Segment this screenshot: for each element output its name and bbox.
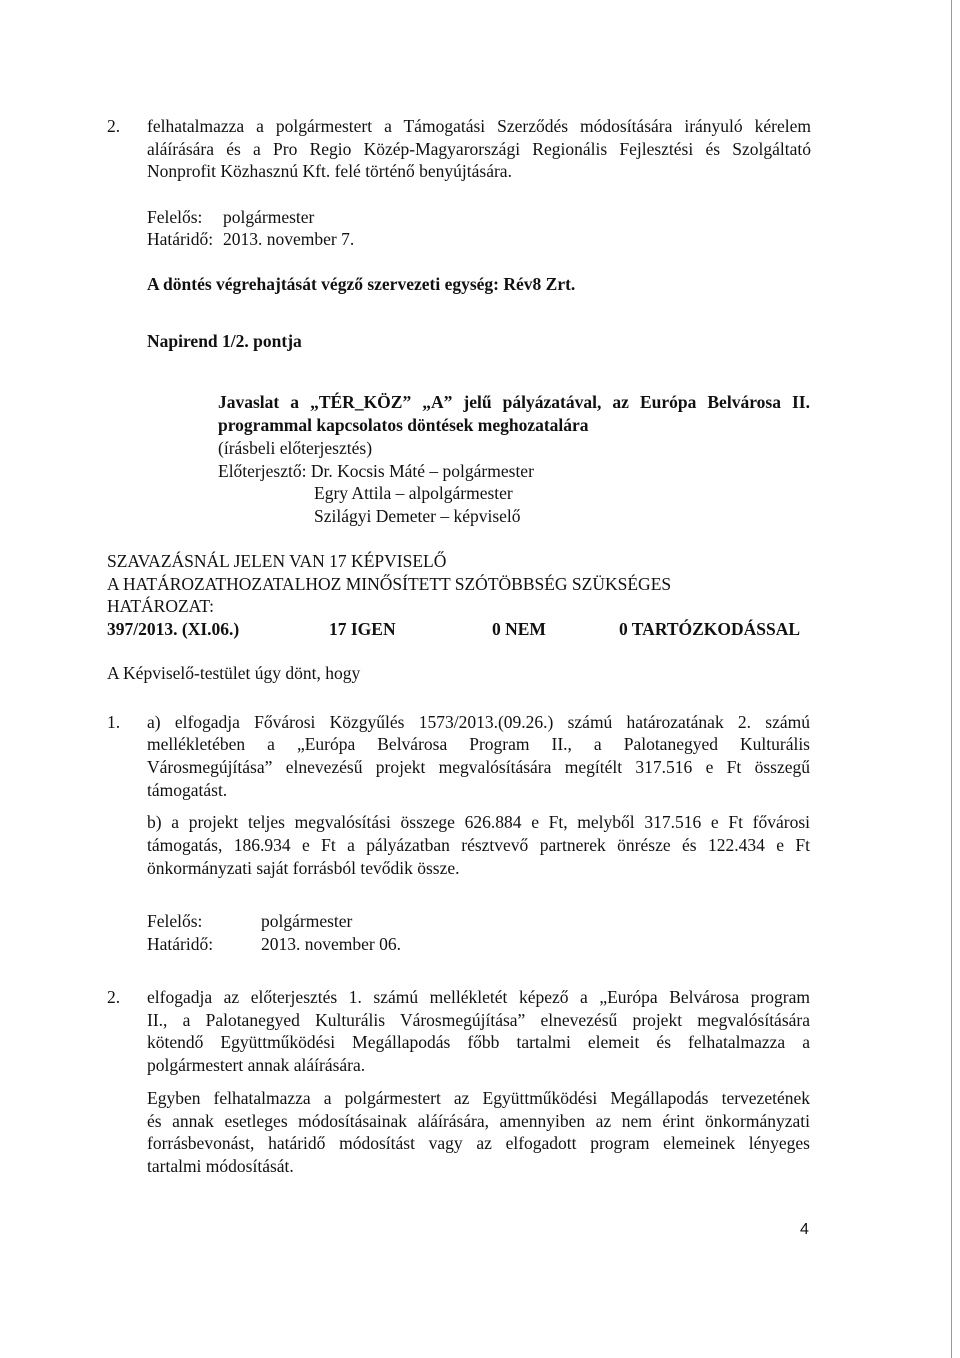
point-1-responsible-label: Felelős: (147, 911, 203, 931)
point-2-p2-line-1: Egyben felhatalmazza a polgármestert az Együttműködési Megállapodás tervezetének (147, 1088, 810, 1108)
point-2-p1-line-4: polgármestert annak aláírására. (147, 1055, 366, 1075)
point-1b-line-1: b) a projekt teljes megvalósítási összege 626.884 e Ft, melyből 317.516 e Ft fővárosi (147, 812, 810, 832)
executing-unit: A döntés végrehajtását végző szervezeti egység: Rév8 Zrt. (147, 274, 576, 294)
presenter-line-1 (218, 460, 534, 483)
point-1-deadline-label: Határidő: (147, 934, 214, 954)
presenter-3: Szilágyi Demeter – képviselő (314, 506, 521, 526)
point-2-p1-line-1: elfogadja az előterjesztés 1. számú mellékletét képező a „Európa Belvárosa program (147, 987, 810, 1007)
voting-present: SZAVAZÁSNÁL JELEN VAN 17 KÉPVISELŐ (107, 551, 447, 571)
page-number: 4 (800, 1221, 809, 1238)
point-2-p2-line-3: forrásbevonást, határidő módosítást vagy az elfogadott program elemeinek lényeges (147, 1133, 810, 1153)
vote-abstain: 0 TARTÓZKODÁSSAL (619, 619, 801, 639)
point-1a-line-2: mellékletében a „Európa Belvárosa Program II., a Palotanegyed Kulturális (147, 734, 810, 754)
point-2-p2-line-2: és annak esetleges módosításainak aláírására, amennyiben az nem érint önkormányzati (147, 1111, 810, 1131)
deadline-label: Határidő: (147, 229, 214, 249)
point-1-number: 1. (107, 712, 121, 732)
resolution-number: 397/2013. (XI.06.) (107, 619, 240, 639)
deadline-line (147, 228, 354, 251)
agenda-heading: Napirend 1/2. pontja (147, 331, 302, 351)
voting-majority: A HATÁROZATHOZATALHOZ MINŐSÍTETT SZÓTÖBBSÉG SZÜKSÉGES (107, 574, 672, 594)
item-2-line-2: aláírására és a Pro Regio Közép-Magyarországi Regionális Fejlesztési és Szolgáltató (147, 139, 811, 159)
point-1-responsible-line (147, 910, 352, 933)
presenter-2: Egry Attila – alpolgármester (314, 483, 513, 503)
responsible-line (147, 206, 314, 229)
presenter-1: Dr. Kocsis Máté – polgármester (310, 461, 534, 481)
item-2-line-1: felhatalmazza a polgármestert a Támogatási Szerződés módosítására irányuló kérelem (147, 116, 811, 136)
resolution-label: HATÁROZAT: (107, 596, 215, 616)
agenda-title-line-1: Javaslat a „TÉR_KÖZ” „A” jelű pályázatával, az Európa Belvárosa II. (218, 392, 810, 412)
vote-no: 0 NEM (492, 619, 546, 639)
point-2-number: 2. (107, 987, 121, 1007)
deadline-value: 2013. november 7. (223, 229, 355, 249)
point-1-deadline-line (147, 933, 401, 956)
point-1a-line-3: Városmegújítása” elnevezésű projekt megvalósítására megítélt 317.516 e Ft összegű (147, 757, 810, 777)
responsible-value: polgármester (223, 207, 315, 227)
point-1-deadline-value: 2013. november 06. (261, 934, 401, 954)
point-1b-line-3: önkormányzati saját forrásból tevődik össze. (147, 858, 460, 878)
decision-intro: A Képviselő-testület úgy dönt, hogy (107, 663, 361, 683)
point-1a-line-1: a) elfogadja Fővárosi Közgyűlés 1573/2013.(09.26.) számú határozatának 2. számú (147, 712, 810, 732)
point-2-p1-line-2: II., a Palotanegyed Kulturális Városmegújítása” elnevezésű projekt megvalósítására (147, 1010, 810, 1030)
point-2-p1-line-3: kötendő Együttműködési Megállapodás főbb tartalmi elemeit és felhatalmazza a (147, 1032, 810, 1052)
responsible-label: Felelős: (147, 207, 203, 227)
presenter-label: Előterjesztő: (218, 461, 307, 481)
point-1-responsible-value: polgármester (261, 911, 353, 931)
written-proposal: (írásbeli előterjesztés) (218, 438, 373, 458)
agenda-title-line-2: programmal kapcsolatos döntések meghozatalára (218, 415, 589, 435)
scan-edge-line (951, 0, 952, 1358)
vote-yes: 17 IGEN (329, 619, 396, 639)
item-number: 2. (107, 116, 121, 136)
item-2-line-3: Nonprofit Közhasznú Kft. felé történő benyújtására. (147, 161, 512, 181)
point-1b-line-2: támogatás, 186.934 e Ft a pályázatban résztvevő partnerek önrésze és 122.434 e Ft (147, 835, 810, 855)
point-2-p2-line-4: tartalmi módosítását. (147, 1156, 294, 1176)
point-1a-line-4: támogatást. (147, 780, 228, 800)
